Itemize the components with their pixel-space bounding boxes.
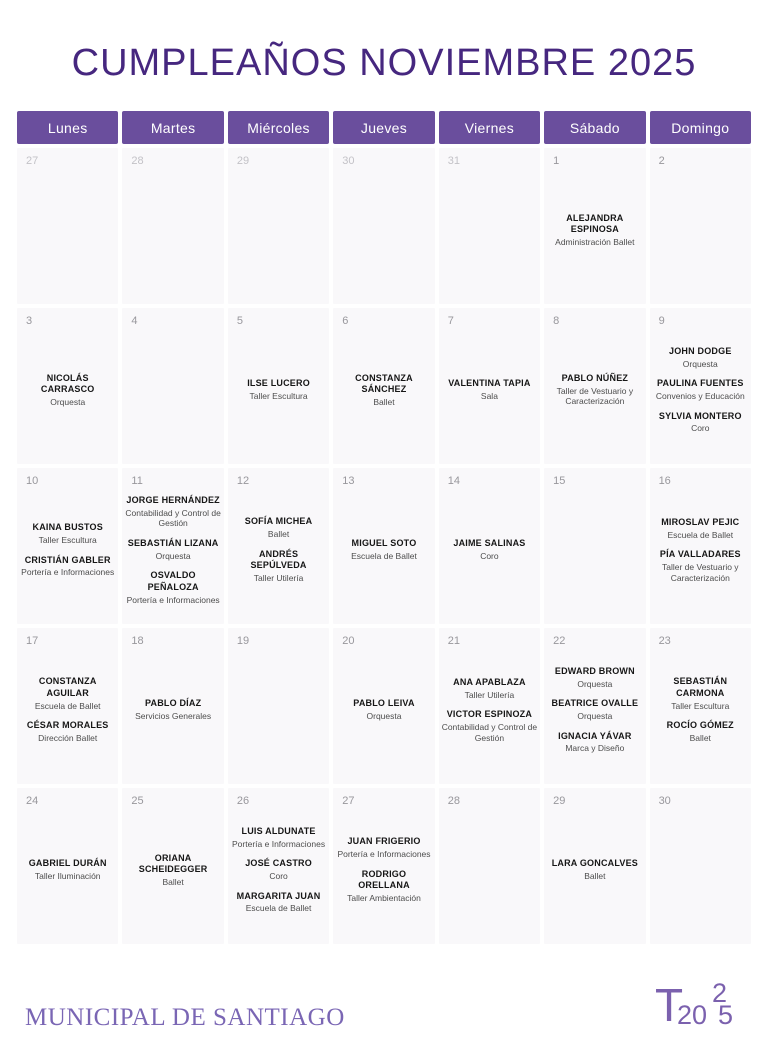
- person-department: Portería e Informaciones: [126, 594, 220, 605]
- day-cell: [17, 468, 118, 624]
- birthday-entry: [667, 720, 734, 743]
- birthday-entry: [659, 411, 742, 434]
- birthday-list: [17, 788, 118, 944]
- person-department: Sala: [480, 391, 498, 402]
- birthday-list: [17, 148, 118, 304]
- day-cell: [228, 788, 329, 944]
- person-name: ANDRÉS SEPÚLVEDA: [250, 548, 307, 571]
- birthday-list: [228, 628, 329, 784]
- person-name: JOSÉ CASTRO: [245, 858, 312, 869]
- person-department: Ballet: [162, 876, 184, 887]
- birthday-entry: [656, 378, 745, 401]
- birthday-list: [544, 468, 645, 624]
- day-number: 1: [553, 155, 560, 167]
- weekday-header: Lunes: [17, 111, 118, 144]
- person-name: PABLO NÚÑEZ: [561, 373, 629, 384]
- day-number: 15: [553, 475, 566, 487]
- day-cell: [228, 308, 329, 464]
- person-name: JUAN FRIGERIO: [347, 836, 421, 847]
- birthday-entry: [27, 720, 109, 743]
- person-department: Administración Ballet: [555, 236, 635, 247]
- person-department: Marca y Diseño: [565, 743, 625, 754]
- person-name: SYLVIA MONTERO: [658, 410, 742, 421]
- birthday-list: [439, 308, 540, 464]
- day-number: 19: [236, 635, 250, 647]
- day-number: 26: [236, 795, 250, 807]
- day-cell: [333, 628, 434, 784]
- person-department: Orquesta: [366, 711, 402, 722]
- day-number: 9: [658, 315, 665, 327]
- birthday-entry: [335, 373, 432, 408]
- person-department: Escuela de Ballet: [351, 551, 417, 562]
- birthday-list: [333, 468, 434, 624]
- person-department: Taller de Vestuario y Caracterización: [556, 385, 634, 407]
- day-cell: [439, 308, 540, 464]
- day-cell: [650, 788, 751, 944]
- birthday-entry: [21, 555, 114, 578]
- person-name: VICTOR ESPINOZA: [446, 709, 533, 720]
- person-name: IGNACIA YÁVAR: [558, 730, 632, 741]
- day-cell: [544, 788, 645, 944]
- day-cell: [439, 788, 540, 944]
- day-cell: [122, 628, 223, 784]
- day-cell: [122, 468, 223, 624]
- day-number: 3: [26, 315, 33, 327]
- person-name: PÍA VALLADARES: [659, 549, 741, 560]
- birthday-list: [122, 628, 223, 784]
- day-number: 22: [553, 635, 566, 647]
- weekday-header: Miércoles: [228, 111, 329, 144]
- person-department: Taller Utilería: [464, 689, 515, 700]
- page-title: CUMPLEAÑOS NOVIEMBRE 2025: [71, 42, 697, 84]
- day-number: 10: [26, 475, 39, 487]
- person-department: Taller Ambientación: [347, 893, 421, 904]
- person-department: Servicios Generales: [135, 711, 212, 722]
- day-cell: [228, 148, 329, 304]
- day-cell: [228, 468, 329, 624]
- day-number: 30: [342, 155, 355, 167]
- birthday-entry: [124, 853, 221, 888]
- day-cell: [122, 788, 223, 944]
- birthday-list: [439, 468, 540, 624]
- birthday-entry: [230, 549, 327, 584]
- birthday-list: [439, 788, 540, 944]
- day-cell: [544, 468, 645, 624]
- birthday-entry: [353, 698, 414, 721]
- birthday-entry: [669, 346, 732, 369]
- day-cell: [17, 628, 118, 784]
- birthday-list: [650, 628, 751, 784]
- day-number: 17: [26, 635, 39, 647]
- day-cell: [439, 468, 540, 624]
- person-name: LARA GONCALVES: [551, 858, 638, 869]
- page-footer: [17, 978, 751, 1032]
- person-name: SOFÍA MICHEA: [244, 516, 313, 527]
- person-department: Escuela de Ballet: [34, 700, 101, 711]
- weekday-header-row: [17, 111, 751, 144]
- person-department: Portería e Informaciones: [337, 849, 431, 860]
- day-cell: [333, 468, 434, 624]
- weekday-header: Martes: [122, 111, 223, 144]
- person-name: ILSE LUCERO: [247, 378, 310, 389]
- day-cell: [650, 628, 751, 784]
- day-number: 18: [131, 635, 144, 647]
- birthday-list: [333, 148, 434, 304]
- person-name: PABLO DÍAZ: [144, 698, 202, 709]
- person-name: BEATRICE OVALLE: [551, 698, 639, 709]
- day-cell: [544, 628, 645, 784]
- weekday-header: Domingo: [650, 111, 751, 144]
- logo-digits-20: 20: [677, 1000, 708, 1030]
- person-name: ALEJANDRA ESPINOSA: [566, 212, 624, 235]
- person-department: Portería e Informaciones: [232, 838, 326, 849]
- birthday-entry: [19, 676, 116, 711]
- person-name: PABLO LEIVA: [353, 698, 415, 709]
- day-cell: [122, 148, 223, 304]
- person-name: JOHN DODGE: [669, 346, 732, 357]
- birthday-entry: [552, 858, 638, 881]
- birthday-entry: [453, 677, 526, 700]
- birthday-entry: [441, 709, 538, 743]
- birthday-list: [333, 628, 434, 784]
- birthday-entry: [237, 891, 321, 914]
- person-name: EDWARD BROWN: [554, 666, 635, 677]
- day-number: 7: [447, 315, 454, 327]
- person-name: JAIME SALINAS: [453, 538, 526, 549]
- person-department: Taller Iluminación: [34, 871, 101, 882]
- person-department: Escuela de Ballet: [667, 529, 734, 540]
- birthday-list: [544, 148, 645, 304]
- person-name: MIROSLAV PEJIC: [661, 516, 740, 527]
- birthday-entry: [552, 698, 639, 721]
- weekday-header: Sábado: [544, 111, 645, 144]
- day-number: 20: [342, 635, 355, 647]
- day-cell: [333, 148, 434, 304]
- birthday-entry: [555, 666, 635, 689]
- birthday-entry: [558, 731, 631, 754]
- day-number: 29: [553, 795, 566, 807]
- person-department: Ballet: [689, 733, 711, 744]
- day-number: 2: [658, 155, 665, 167]
- person-name: JORGE HERNÁNDEZ: [126, 494, 220, 505]
- day-cell: [650, 308, 751, 464]
- day-cell: [650, 468, 751, 624]
- day-number: 4: [131, 315, 138, 327]
- birthday-list: [650, 468, 751, 624]
- birthday-entry: [661, 517, 739, 540]
- person-name: CRISTIÁN GABLER: [24, 554, 111, 565]
- person-department: Orquesta: [577, 711, 613, 722]
- day-number: 27: [26, 155, 39, 167]
- logo-digit-5: 5: [718, 1000, 734, 1030]
- person-name: SEBASTIÁN LIZANA: [127, 537, 219, 548]
- person-department: Contabilidad y Control de Gestión: [441, 721, 538, 743]
- birthday-entry: [448, 378, 530, 401]
- birthday-list: [17, 468, 118, 624]
- person-department: Coro: [269, 871, 288, 882]
- birthday-list: [228, 468, 329, 624]
- birthday-entry: [652, 676, 749, 711]
- person-name: ORIANA SCHEIDEGGER: [138, 852, 208, 875]
- birthday-entry: [124, 570, 221, 605]
- person-name: PAULINA FUENTES: [657, 378, 744, 389]
- person-name: NICOLÁS CARRASCO: [40, 372, 95, 395]
- birthday-entry: [335, 869, 432, 904]
- person-department: Ballet: [373, 396, 395, 407]
- birthday-list: [17, 308, 118, 464]
- logo-digit-2: 2: [712, 978, 728, 1008]
- birthday-entry: [245, 516, 313, 539]
- birthday-entry: [33, 522, 103, 545]
- day-cell: [17, 148, 118, 304]
- person-name: RODRIGO ORELLANA: [358, 868, 410, 891]
- birthday-entry: [135, 698, 211, 721]
- birthday-list: [439, 148, 540, 304]
- person-name: SEBASTIÁN CARMONA: [673, 676, 728, 699]
- day-cell: [17, 788, 118, 944]
- person-department: Taller de Vestuario y Caracterización: [662, 561, 739, 583]
- day-number: 14: [447, 475, 460, 487]
- birthday-entry: [351, 538, 417, 561]
- birthday-list: [122, 468, 223, 624]
- birthday-list: [333, 788, 434, 944]
- day-number: 23: [658, 635, 671, 647]
- person-name: CONSTANZA AGUILAR: [38, 676, 97, 699]
- birthday-list: [228, 308, 329, 464]
- person-name: MARGARITA JUAN: [236, 890, 321, 901]
- day-cell: [17, 308, 118, 464]
- day-number: 31: [447, 155, 460, 167]
- person-department: Orquesta: [682, 358, 718, 369]
- birthday-list: [122, 308, 223, 464]
- person-department: Taller Escultura: [249, 391, 308, 402]
- day-number: 8: [553, 315, 560, 327]
- person-name: LUIS ALDUNATE: [241, 826, 316, 837]
- day-cell: [333, 308, 434, 464]
- day-number: 28: [131, 155, 144, 167]
- birthday-list: [333, 308, 434, 464]
- person-department: Coro: [480, 551, 499, 562]
- day-number: 24: [26, 795, 39, 807]
- birthday-list: [650, 788, 751, 944]
- day-number: 21: [447, 635, 460, 647]
- birthday-list: [122, 148, 223, 304]
- weekday-header: Jueves: [333, 111, 434, 144]
- birthday-list: [122, 788, 223, 944]
- day-cell: [439, 148, 540, 304]
- person-name: ANA APABLAZA: [453, 676, 526, 687]
- day-cell: [122, 308, 223, 464]
- person-department: Convenios y Educación: [655, 391, 745, 402]
- brand-wordmark: MUNICIPAL DE SANTIAGO: [25, 1004, 345, 1031]
- day-cell: [333, 788, 434, 944]
- birthday-entry: [652, 549, 749, 583]
- day-number: 30: [658, 795, 671, 807]
- person-department: Dirección Ballet: [38, 733, 98, 744]
- day-number: 16: [658, 475, 671, 487]
- day-number: 11: [131, 475, 143, 487]
- person-department: Ballet: [267, 529, 290, 540]
- birthday-list: [439, 628, 540, 784]
- birthday-list: [544, 788, 645, 944]
- person-name: CONSTANZA SÁNCHEZ: [355, 372, 413, 395]
- person-department: Taller Escultura: [38, 534, 97, 545]
- person-department: Escuela de Ballet: [245, 903, 312, 914]
- birthday-list: [228, 788, 329, 944]
- day-cell: [439, 628, 540, 784]
- day-number: 27: [342, 795, 355, 807]
- birthday-entry: [247, 378, 310, 401]
- birthday-entry: [337, 836, 430, 859]
- t2025-logo: [655, 978, 741, 1032]
- person-department: Coro: [691, 423, 710, 434]
- birthday-list: [650, 308, 751, 464]
- day-cell: [650, 148, 751, 304]
- day-number: 28: [447, 795, 460, 807]
- person-name: VALENTINA TAPIA: [448, 378, 531, 389]
- person-name: OSVALDO PEÑALOZA: [147, 570, 199, 592]
- day-number: 12: [236, 475, 250, 487]
- day-number: 29: [236, 155, 250, 167]
- person-name: MIGUEL SOTO: [351, 538, 417, 549]
- birthday-list: [228, 148, 329, 304]
- person-department: Taller Utilería: [253, 573, 304, 584]
- person-department: Orquesta: [50, 396, 86, 407]
- day-number: 25: [131, 795, 144, 807]
- birthday-entry: [232, 826, 325, 849]
- person-department: Portería e Informaciones: [21, 567, 115, 578]
- weekday-header: Viernes: [439, 111, 540, 144]
- day-cell: [544, 308, 645, 464]
- day-number: 6: [342, 315, 349, 327]
- birthday-entry: [453, 538, 525, 561]
- birthday-list: [544, 628, 645, 784]
- person-department: Taller Escultura: [671, 700, 730, 711]
- birthday-list: [650, 148, 751, 304]
- logo-letter-t: T: [655, 979, 684, 1031]
- birthday-list: [544, 308, 645, 464]
- birthday-entry: [546, 213, 643, 248]
- birthday-entry: [245, 858, 312, 881]
- person-department: Orquesta: [577, 678, 613, 689]
- person-name: KAINA BUSTOS: [32, 522, 103, 533]
- birthday-entry: [19, 373, 116, 408]
- birthday-entry: [546, 373, 643, 407]
- birthday-list: [17, 628, 118, 784]
- day-number: 13: [342, 475, 355, 487]
- birthday-entry: [124, 495, 221, 529]
- person-name: GABRIEL DURÁN: [28, 858, 107, 869]
- day-number: 5: [236, 315, 243, 327]
- person-name: CÉSAR MORALES: [26, 720, 109, 731]
- person-department: Orquesta: [155, 550, 191, 561]
- person-name: ROCÍO GÓMEZ: [666, 720, 734, 731]
- calendar-grid: [17, 148, 751, 944]
- birthday-entry: [29, 858, 107, 881]
- day-cell: [544, 148, 645, 304]
- birthday-entry: [128, 538, 219, 561]
- day-cell: [228, 628, 329, 784]
- person-department: Ballet: [584, 871, 606, 882]
- person-department: Contabilidad y Control de Gestión: [125, 507, 221, 529]
